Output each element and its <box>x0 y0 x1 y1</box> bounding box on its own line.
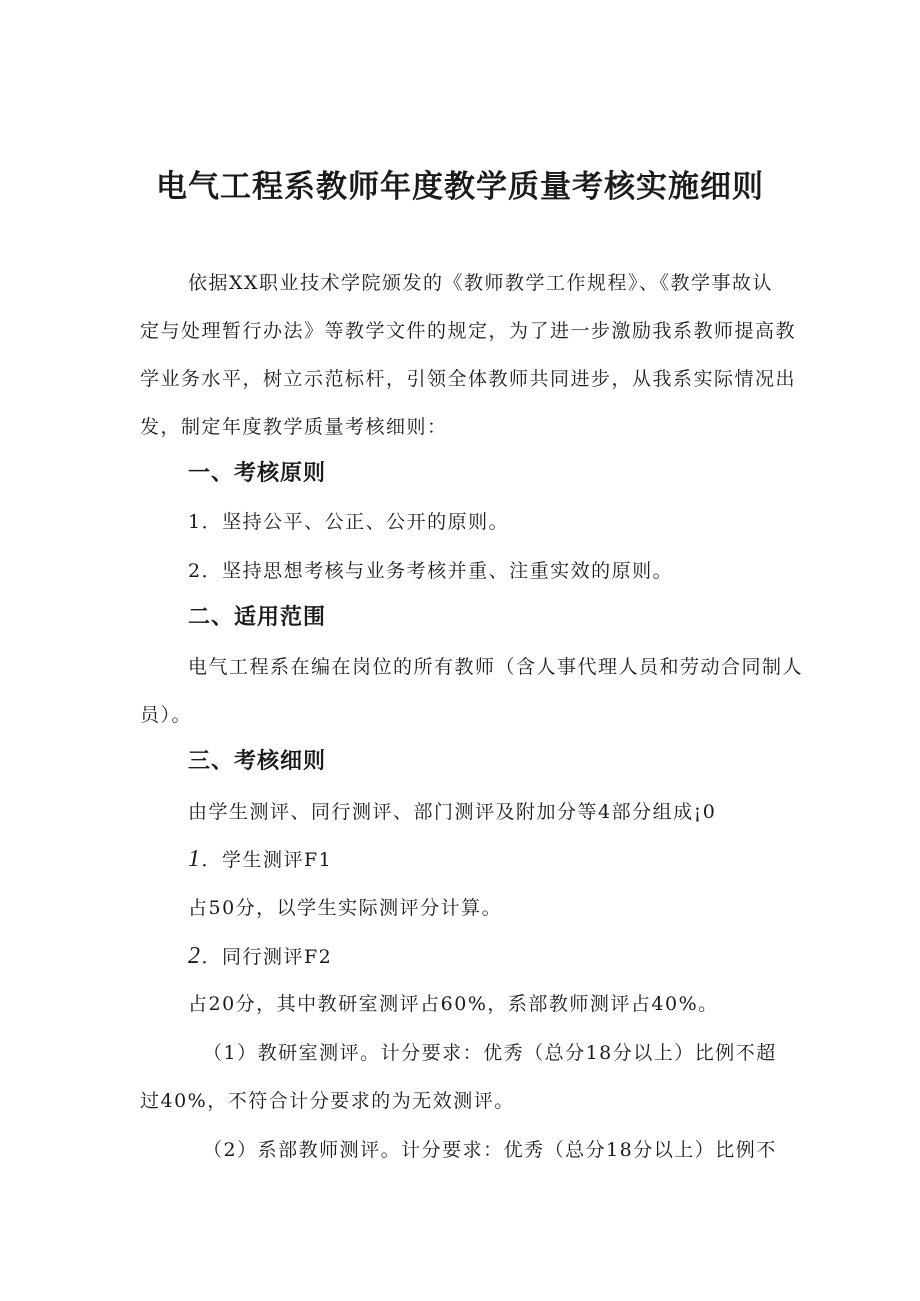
intro-line-3: 学业务水平，树立示范标杆，引领全体教师共同进步，从我系实际情况出 <box>140 368 797 390</box>
intro-line-4: 发，制定年度教学质量考核细则： <box>140 416 448 438</box>
scope-line-1: 电气工程系在编在岗位的所有教师（含人事代理人员和劳动合同制人 <box>188 656 804 678</box>
rule-student-eval <box>188 844 838 875</box>
principle-item-1: 1．坚持公平、公正、公开的原则。 <box>188 511 510 533</box>
rule-peer-desc: 占20分，其中教研室测评占60%，系部教师测评占40%。 <box>188 993 719 1015</box>
rule-number: 1 <box>188 846 202 872</box>
intro-line-1: 依据XX职业技术学院颁发的《教师教学工作规程》、《教学事故认 <box>188 272 774 294</box>
section-heading-scope: 二、适用范围 <box>188 605 327 630</box>
intro-line-2: 定与处理暂行办法》等教学文件的规定，为了进一步激励我系教师提高教 <box>140 320 797 342</box>
peer-item-1-line-2: 过40%，不符合计分要求的为无效测评。 <box>140 1090 515 1112</box>
peer-item-1-line-1: （1）教研室测评。计分要求：优秀（总分18分以上）比例不超 <box>203 1042 777 1064</box>
scope-line-2: 员）。 <box>140 704 193 726</box>
rule-student-desc: 占50分，以学生实际测评分计算。 <box>188 897 503 919</box>
peer-item-2-line-1: （2）系部教师测评。计分要求：优秀（总分18分以上）比例不 <box>203 1139 777 1161</box>
rule-label: ．学生测评F1 <box>201 849 333 871</box>
document-title: 电气工程系教师年度教学质量考核实施细则 <box>156 169 764 205</box>
section-heading-principles: 一、考核原则 <box>188 461 327 486</box>
rule-number: 2 <box>188 943 202 969</box>
principle-item-2: 2．坚持思想考核与业务考核并重、注重实效的原则。 <box>188 560 674 582</box>
section-heading-rules: 三、考核细则 <box>188 749 327 774</box>
rules-summary: 由学生测评、同行测评、部门测评及附加分等4部分组成¡0 <box>188 801 717 823</box>
rule-peer-eval <box>188 941 838 972</box>
rule-label: ．同行测评F2 <box>201 946 333 968</box>
